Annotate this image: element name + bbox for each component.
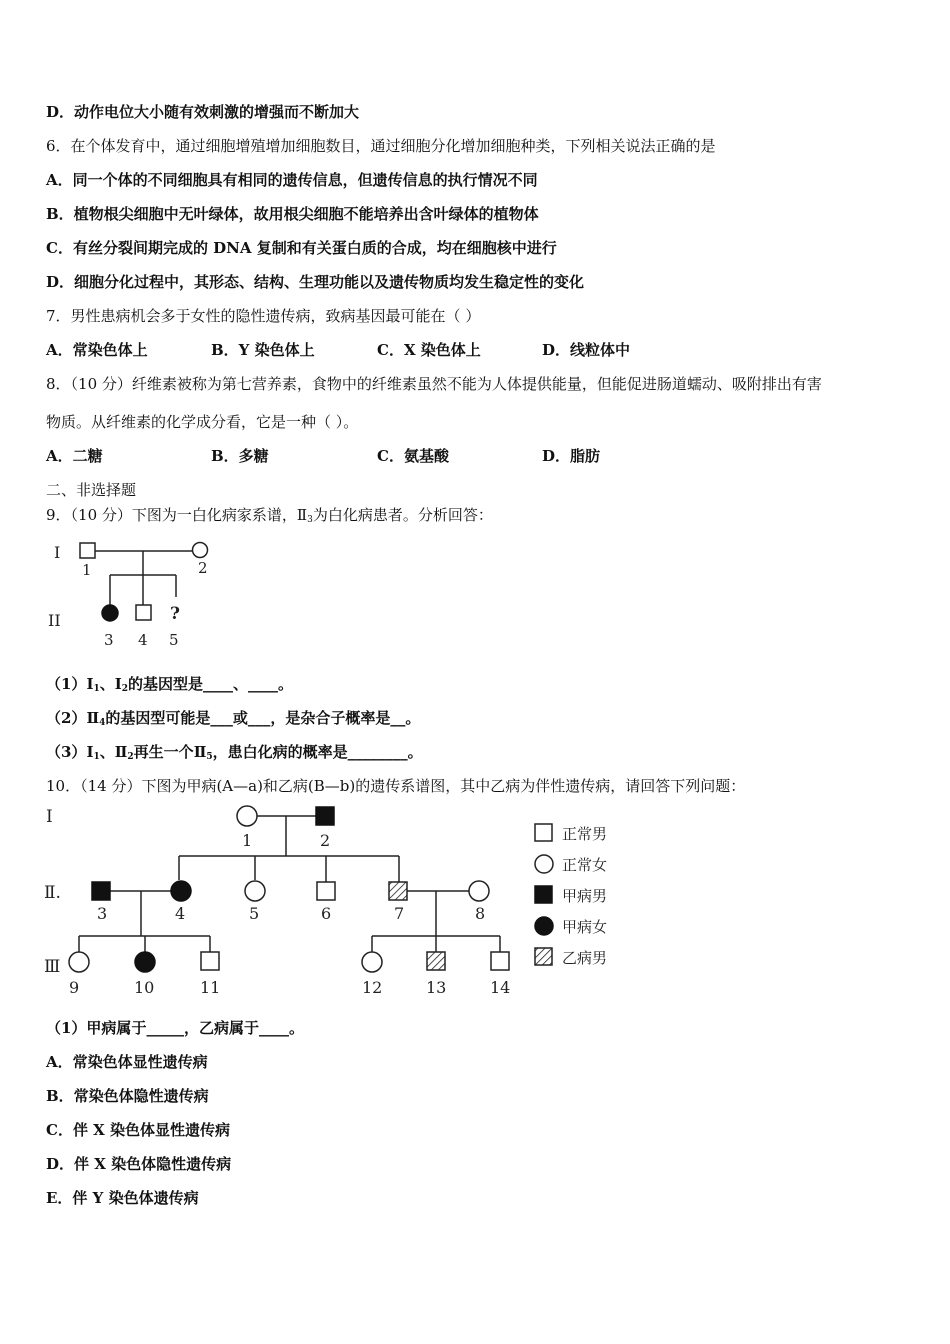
individual-label-3: 3: [97, 904, 108, 923]
q7-stem: 7．男性患病机会多于女性的隐性遗传病，致病基因最可能在（ ）: [46, 307, 481, 325]
individual-label-2: 2: [198, 559, 208, 577]
q10-part1: （1）甲病属于_____，乙病属于____。: [46, 1019, 304, 1037]
generation-label-i: I: [46, 807, 53, 827]
generation-label-ii: II: [48, 611, 61, 630]
q6-option-d: D．细胞分化过程中，其形态、结构、生理功能以及遗传物质均发生稳定性的变化: [46, 273, 585, 291]
q8-option-c: C．氨基酸: [377, 447, 449, 465]
unknown-individual-5: ?: [170, 604, 180, 624]
individual-label-14: 14: [490, 978, 511, 997]
legend-normal-male-label: 正常男: [562, 825, 608, 843]
pedigree-male-normal-1: [80, 543, 95, 558]
pedigree-i1-normal-female: [237, 806, 257, 826]
pedigree-ii6-normal-male: [317, 882, 335, 900]
individual-label-5: 5: [249, 904, 260, 923]
individual-label-10: 10: [134, 978, 155, 997]
q8-option-b: B．多糖: [211, 447, 269, 465]
legend-disease-a-female-symbol: [535, 917, 553, 935]
pedigree-ii8-normal-female: [469, 881, 489, 901]
q10-stem: 10．（14 分）下图为甲病(A—a)和乙病(B—b)的遗传系谱图，其中乙病为伴性遗传病，请回答下列问题：: [46, 777, 746, 795]
q7-option-c: C．X 染色体上: [377, 341, 481, 359]
q10-option-d: D．伴 X 染色体隐性遗传病: [46, 1155, 232, 1173]
q9-part1: $(1)Ⅰ_1$、$Ⅰ_2$的基因型是____、____。: [46, 675, 294, 694]
pedigree-male-normal-4: [136, 605, 151, 620]
pedigree-iii11-normal-male: [201, 952, 219, 970]
q9-part2: $(2)Ⅱ_4$的基因型可能是___或___，是杂合子概率是__。: [46, 709, 421, 728]
q8-option-a: A．二糖: [46, 447, 103, 465]
legend-disease-b-male-label: 乙病男: [562, 949, 608, 967]
individual-label-9: 9: [69, 978, 80, 997]
legend-disease-b-male-symbol: [535, 948, 552, 965]
generation-label-iii: Ⅲ: [44, 957, 61, 977]
pedigree-ii5-normal-female: [245, 881, 265, 901]
q6-option-a: A．同一个体的不同细胞具有相同的遗传信息，但遗传信息的执行情况不同: [46, 171, 538, 189]
q6-option-c: C．有丝分裂间期完成的 DNA 复制和有关蛋白质的合成，均在细胞核中进行: [46, 239, 557, 257]
q7-option-b: B．Y 染色体上: [211, 341, 315, 359]
q10-option-b: B．常染色体隐性遗传病: [46, 1087, 209, 1105]
pedigree-iii9-normal-female: [69, 952, 89, 972]
legend-disease-a-female-label: 甲病女: [562, 918, 608, 936]
pedigree-iii14-normal-male: [491, 952, 509, 970]
q9-part3: $(3)Ⅰ_1$、$Ⅱ_2$再生一个$Ⅱ_5$，患白化病的概率是________。: [46, 743, 423, 762]
section-heading: 二、非选择题: [46, 481, 137, 499]
individual-label-1: 1: [242, 831, 253, 850]
pedigree-ii7-disease-b-male: [389, 882, 407, 900]
q9-stem: 9．（10 分）下图为一白化病家系谱，$Ⅱ_3$为白化病患者。分析回答：: [46, 506, 493, 525]
legend-normal-male-symbol: [535, 824, 552, 841]
albinism-pedigree: [44, 533, 224, 653]
q8-stem-line1: 8．（10 分）纤维素被称为第七营养素，食物中的纤维素虽然不能为人体提供能量，但能促进肠道蠕动、吸附排出有害: [46, 375, 822, 393]
individual-label-4: 4: [138, 631, 148, 649]
legend-normal-female-label: 正常女: [562, 856, 608, 874]
individual-label-8: 8: [475, 904, 486, 923]
pedigree-ii3-disease-a-male: [92, 882, 110, 900]
generation-label-i: I: [54, 543, 61, 562]
pedigree-female-affected-3: [102, 605, 118, 621]
individual-label-12: 12: [362, 978, 383, 997]
q5-option-d: D．动作电位大小随有效刺激的增强而不断加大: [46, 103, 360, 121]
two-disease-pedigree: [42, 800, 642, 1004]
legend-disease-a-male-symbol: [535, 886, 552, 903]
individual-label-13: 13: [426, 978, 447, 997]
pedigree-ii4-disease-a-female: [171, 881, 191, 901]
individual-label-2: 2: [320, 831, 331, 850]
q7-option-d: D．线粒体中: [542, 341, 631, 359]
q8-option-d: D．脂肪: [542, 447, 601, 465]
q10-option-c: C．伴 X 染色体显性遗传病: [46, 1121, 231, 1139]
individual-label-7: 7: [394, 904, 405, 923]
legend-disease-a-male-label: 甲病男: [562, 887, 608, 905]
q6-option-b: B．植物根尖细胞中无叶绿体，故用根尖细胞不能培养出含叶绿体的植物体: [46, 205, 539, 223]
individual-label-5: 5: [169, 631, 179, 649]
q10-option-e: E．伴 Y 染色体遗传病: [46, 1189, 199, 1207]
legend-normal-female-symbol: [535, 855, 553, 873]
pedigree-i2-disease-a-male: [316, 807, 334, 825]
individual-label-6: 6: [321, 904, 332, 923]
pedigree-iii13-disease-b-male: [427, 952, 445, 970]
q10-option-a: A．常染色体显性遗传病: [46, 1053, 208, 1071]
q7-option-a: A．常染色体上: [46, 341, 148, 359]
individual-label-4: 4: [175, 904, 186, 923]
pedigree-female-normal-2: [193, 543, 208, 558]
q8-stem-line2: 物质。从纤维素的化学成分看，它是一种（ ）。: [46, 413, 359, 431]
individual-label-11: 11: [200, 978, 221, 997]
individual-label-1: 1: [82, 561, 92, 579]
generation-label-ii: Ⅱ.: [44, 883, 61, 903]
q6-stem: 6．在个体发育中，通过细胞增殖增加细胞数目，通过细胞分化增加细胞种类，下列相关说法正确的是: [46, 137, 716, 155]
pedigree-iii12-normal-female: [362, 952, 382, 972]
pedigree-iii10-disease-a-female: [135, 952, 155, 972]
individual-label-3: 3: [104, 631, 114, 649]
